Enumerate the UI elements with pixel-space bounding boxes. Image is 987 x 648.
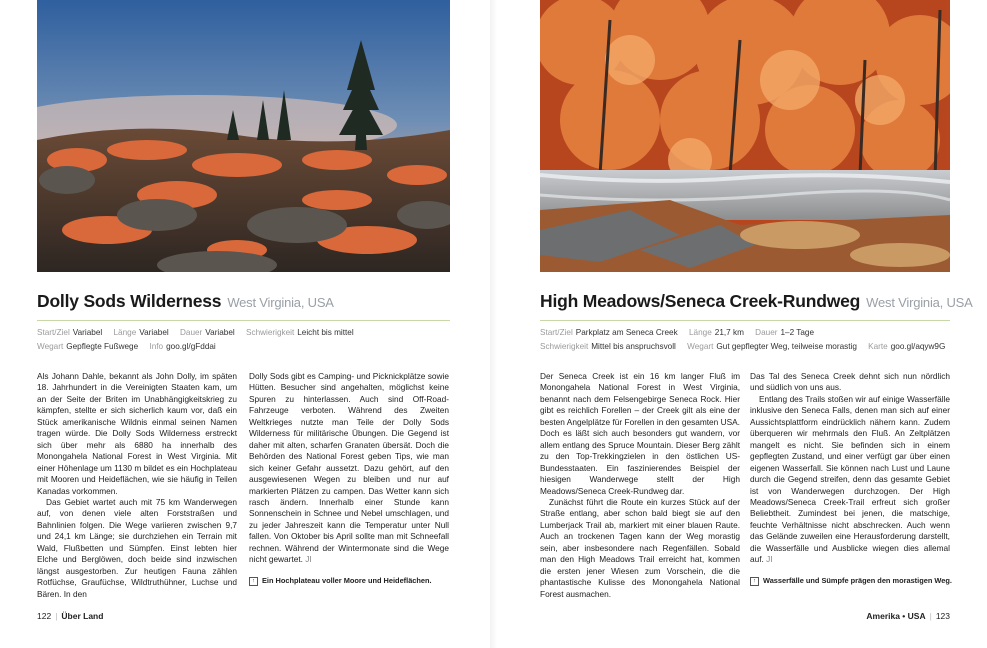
fact-key: Start/Ziel xyxy=(37,328,70,337)
footer-separator: | xyxy=(55,611,58,621)
fact-key: Wegart xyxy=(687,341,714,351)
right-page xyxy=(497,0,987,648)
book-gutter xyxy=(490,0,497,648)
photo-dolly-sods xyxy=(37,0,450,272)
fact-key: Info xyxy=(149,341,164,351)
page-number: 123 xyxy=(935,611,950,621)
fact-value: Leicht bis mittel xyxy=(297,328,354,337)
fact-value-link: goo.gl/aqyw9G xyxy=(890,341,946,351)
facts-row xyxy=(540,326,950,340)
fact-key: Karte xyxy=(868,341,888,351)
body-column-2 xyxy=(750,371,950,566)
facts-row xyxy=(37,326,450,340)
body-column-2 xyxy=(249,371,449,566)
paragraph: Als Johann Dahle, bekannt als John Dolly, im späten 18. Jahrhundert in die Vereinigten Staaten kam, um an der Seite der Briten im Unabhängigkeitskrieg zu kämpfen, stellte er sich sicherlich kaum vor, daß ein Stück amerikanische Wildnis einmal seinen Namen tragen würde. Die Dolly Sods Wilderness erstreckt sich über mehr als 6880 ha innerhalb des Monongahela National Forest in West Virginia. Mit einer Höhenlage um 1130 m bildet es ein Hochplateau mit Mooren und Heideflächen, wie sie häufig in Teilen Kanadas vorkommen. xyxy=(37,371,237,496)
fact-value: Variabel xyxy=(205,328,235,337)
paragraph-text: Entlang des Trails stoßen wir auf einige Wasserfälle inklusive den Seneca Falls, denen man sich auf einer Aussichtsplattform eindrücklich nähern kann. Zudem überqueren wir mehrmals den Fluß. An Zeltplätzen mangelt es nicht. Sie befinden sich in einem gepflegten Zustand, und einer verfügt gar über einen eigenen Wasserfall. Sie können nach Lust und Laune durch die Gegend streifen, denn das gesamte Gebiet ist von Wanderwegen durchzogen. Der High Meadows/Seneca Creek-Trail erfreut sich großer Beliebtheit. Zumindest bei jenen, die matschige, feuchte Verhältnisse nicht abschrecken. Auch wenn das Gelände zuweilen eine Herausforderung darstellt, die Wasserfälle und Ausblicke wiegen dies allemal auf. xyxy=(750,393,950,565)
paragraph: Das Gebiet wartet auch mit 75 km Wanderwegen auf, von denen viele alten Forststraßen und Bahnlinien folgen. Die Wege variieren zwischen 9,7 und 24,1 km Länge; sie durchziehen ein Terrain mit Wald, Flußbetten und Sümpfen. Einst lebten hier Elche und Berglöwen, doch beide sind inzwischen längst ausgestorben. Zur heutigen Fauna zählen Rotfüchse, Graufüchse, Wildtruthühner, Luchse und Bären. In den xyxy=(37,496,237,599)
page-footer xyxy=(866,611,950,621)
paragraph: Das Tal des Seneca Creek dehnt sich nun nördlich und südlich von uns aus. xyxy=(750,371,950,393)
caption-text: Ein Hochplateau voller Moore und Heideflächen. xyxy=(262,576,432,585)
left-page xyxy=(0,0,490,648)
title-divider xyxy=(37,320,450,321)
fact-key: Dauer xyxy=(755,328,778,337)
caption-text: Wasserfälle und Sümpfe prägen den morastigen Weg. xyxy=(763,576,952,585)
facts-row xyxy=(37,340,450,354)
photo-caption xyxy=(249,576,432,586)
photo-seneca-creek xyxy=(540,0,950,272)
fact-value: Gepflegte Fußwege xyxy=(66,341,139,351)
paragraph xyxy=(750,394,950,566)
fact-value: Parkplatz am Seneca Creek xyxy=(575,328,678,337)
photo-caption xyxy=(750,576,952,586)
author-initials: JI xyxy=(305,554,312,565)
author-initials: JI xyxy=(766,554,773,565)
fact-key: Länge xyxy=(113,328,137,337)
arrow-up-icon: ↑ xyxy=(750,577,759,586)
trail-region: West Virginia, USA xyxy=(866,295,973,310)
fact-key: Start/Ziel xyxy=(540,328,573,337)
fact-value: Variabel xyxy=(139,328,169,337)
fact-value: Gut gepflegter Weg, teilweise morastig xyxy=(716,341,857,351)
fact-key: Schwierigkeit xyxy=(246,328,295,337)
trail-facts xyxy=(540,326,950,353)
fact-value: 21,7 km xyxy=(714,328,744,337)
trail-title-text: High Meadows/Seneca Creek-Rundweg xyxy=(540,291,861,311)
page-footer xyxy=(37,611,103,621)
trail-region: West Virginia, USA xyxy=(227,295,334,310)
fact-key: Wegart xyxy=(37,341,64,351)
fact-value-link: goo.gl/gFddai xyxy=(166,341,216,351)
fact-key: Schwierigkeit xyxy=(540,341,589,351)
fact-key: Dauer xyxy=(179,328,203,337)
facts-row xyxy=(540,340,950,354)
arrow-up-icon: ↑ xyxy=(249,577,258,586)
paragraph: Zunächst führt die Route ein kurzes Stück auf der Straße entlang, aber schon bald biegt sie auf den Lumberjack Trail ab, markiert mit einer blauen Raute. Auch an trockenen Tagen kann der Weg morastig sein, aber insbesondere nach Regenfällen. Sobald man den High Meadows Trail erreicht hat, kommen die ersten jener Wiesen zum Vorschein, die die phantastische Kulisse des Monongahela National Forest ausmachen. xyxy=(540,496,740,599)
trail-title-text: Dolly Sods Wilderness xyxy=(37,291,222,311)
paragraph-text: Dolly Sods gibt es Camping- und Picknickplätze sowie Hütten. Besucher sind angehalten, möglichst keine Spuren zu hinterlassen. Auch sind Off-Road-Fahrzeuge verboten. Während des Zweiten Weltkrieges nutzte man Teile der Dolly Sods Wilderness für militärische Übungen. Die Gegend ist daher mit alten, scharfen Granaten übersät. Doch die Behörden des National Forest geben Tips, wie man sich keiner Gefahr aussetzt. Dazu gehört, auf den ausgewiesenen Wegen zu bleiben und nur auf markierten Plätzen zu campen. Das Wetter kann sich rasch ändern. Innerhalb einer Stunde kann Sonnenschein in Schnee und Nebel umschlagen, und zu jeder Jahreszeit kann die Temperatur unter Null fallen. Von Oktober bis April sollte man mit Schneefall rechnen. Während der Wintermonate sind die Wege nicht gewartet. xyxy=(249,371,449,565)
title-divider xyxy=(540,320,950,321)
fact-value: Variabel xyxy=(72,328,103,337)
fact-value: Mittel bis anspruchsvoll xyxy=(591,341,676,351)
footer-separator: | xyxy=(929,611,932,621)
paragraph xyxy=(249,371,449,566)
trail-title xyxy=(37,291,334,312)
section-name: Über Land xyxy=(61,611,104,621)
paragraph: Der Seneca Creek ist ein 16 km langer Fluß im Monongahela National Forest in West Virginia, benannt nach dem Felsengebirge Seneca Rock. Hier gibt es reichlich Forellen – der Creek gilt als eine der besten Angelplätze für Forellen in den gesamten USA. Doch es läßt sich auch besonders gut wandern, vor allem entlang des Spruce Mountain. Dieser Berg zählt zu den Top-Trekkingzielen in den östlichen US-Bundesstaaten. Ein faszinierendes Beispiel der hiesigen Wanderwege stellt der High Meadows/Seneca Creek-Rundweg dar. xyxy=(540,371,740,496)
page-number: 122 xyxy=(37,611,52,621)
body-column-1 xyxy=(540,371,740,600)
trail-facts xyxy=(37,326,450,353)
body-column-1 xyxy=(37,371,237,600)
fact-key: Länge xyxy=(688,328,712,337)
section-name: Amerika • USA xyxy=(866,611,926,621)
fact-value: 1–2 Tage xyxy=(780,328,815,337)
trail-title xyxy=(540,291,973,312)
